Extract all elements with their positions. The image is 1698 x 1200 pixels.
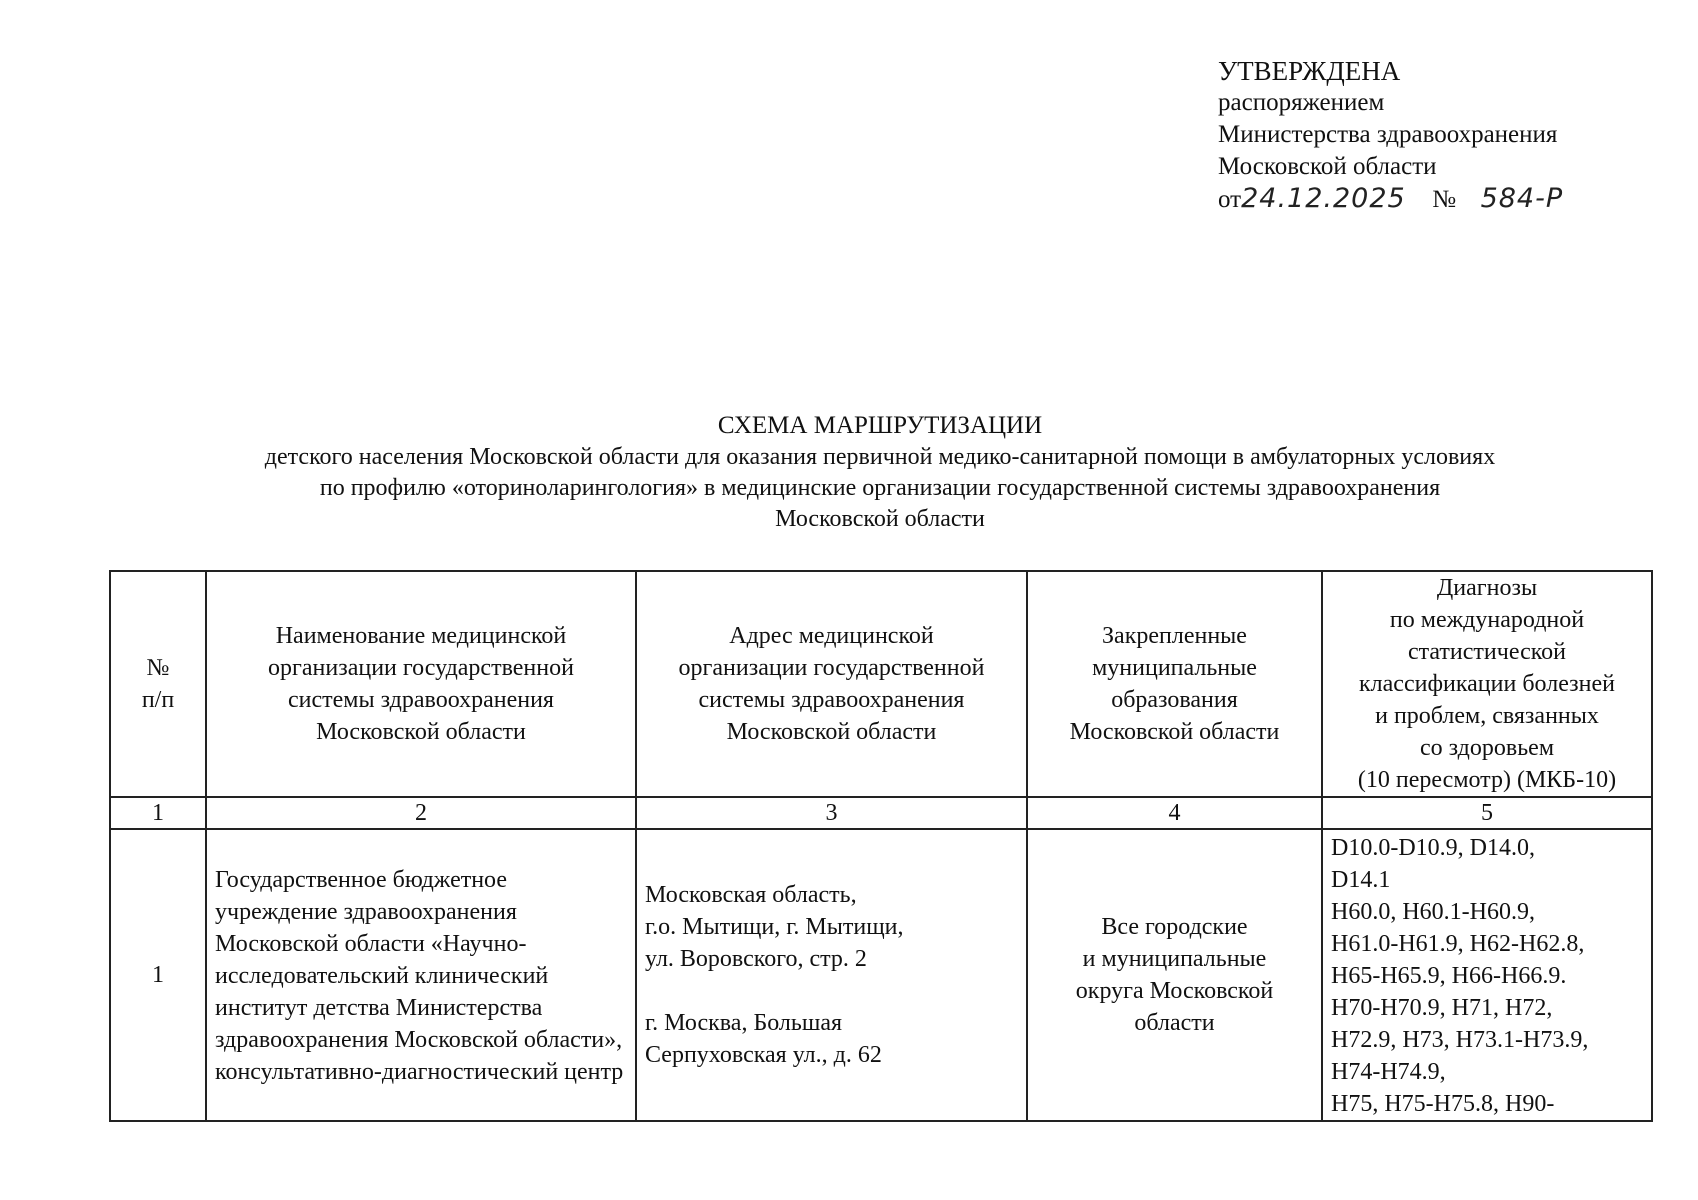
approval-date-line xyxy=(1218,183,1658,216)
assigned-municipalities: Все городские и муниципальные округа Московской области xyxy=(1027,829,1322,1121)
header-municipalities: Закрепленные муниципальные образования Московской области xyxy=(1027,571,1322,797)
handwritten-number: 584-Р xyxy=(1480,183,1564,214)
column-number-row xyxy=(110,797,1652,829)
document-title: СХЕМА МАРШРУТИЗАЦИИ xyxy=(717,412,1043,439)
subtitle-line-3: Московской области xyxy=(775,506,985,532)
header-address: Адрес медицинской организации государственной системы здравоохранения Московской области xyxy=(636,571,1027,797)
column-number: 2 xyxy=(206,797,636,829)
header-organization: Наименование медицинской организации государственной системы здравоохранения Московской области xyxy=(206,571,636,797)
column-number: 4 xyxy=(1027,797,1322,829)
table-row xyxy=(110,829,1652,1121)
icd-diagnoses: D10.0-D10.9, D14.0, D14.1 H60.0, H60.1-H60.9, H61.0-H61.9, H62-H62.8, H65-H65.9, H66-H66.9. H70-H70.9, H71, H72, H72.9, H73, H73.1-H73.9, H74-H74.9, H75, H75-H75.8, H90- xyxy=(1322,829,1652,1121)
organization-address: Московская область, г.о. Мытищи, г. Мытищи, ул. Воровского, стр. 2 г. Москва, Большая Серпуховская ул., д. 62 xyxy=(636,829,1027,1121)
approval-line-order: распоряжением xyxy=(1218,89,1385,116)
column-number: 3 xyxy=(636,797,1027,829)
column-number: 1 xyxy=(110,797,206,829)
table-header-row xyxy=(110,571,1652,797)
header-diagnoses: Диагнозы по международной статистической классификации болезней и проблем, связанных со здоровьем (10 пересмотр) (МКБ-10) xyxy=(1322,571,1652,797)
approval-title: УТВЕРЖДЕНА xyxy=(1218,56,1401,86)
approval-line-ministry: Министерства здравоохранения xyxy=(1218,121,1558,148)
row-number: 1 xyxy=(110,829,206,1121)
approval-line-region: Московской области xyxy=(1218,153,1437,180)
document-heading xyxy=(110,410,1650,535)
approval-block xyxy=(1218,55,1658,216)
routing-table xyxy=(109,570,1653,1122)
handwritten-date: 24.12.2025 xyxy=(1241,183,1406,214)
organization-name: Государственное бюджетное учреждение здравоохранения Московской области «Научно-исследовательский клинический институт детства Министерства здравоохранения Московской области», консультативно-диагностический центр xyxy=(206,829,636,1121)
subtitle-line-1: детского населения Московской области для оказания первичной медико-санитарной помощи в амбулаторных условиях xyxy=(264,444,1496,470)
number-sign: № xyxy=(1432,186,1457,213)
subtitle-line-2: по профилю «оториноларингология» в медицинские организации государственной системы здравоохранения xyxy=(319,475,1441,501)
header-number: № п/п xyxy=(110,571,206,797)
column-number: 5 xyxy=(1322,797,1652,829)
date-prefix: от xyxy=(1218,186,1242,213)
